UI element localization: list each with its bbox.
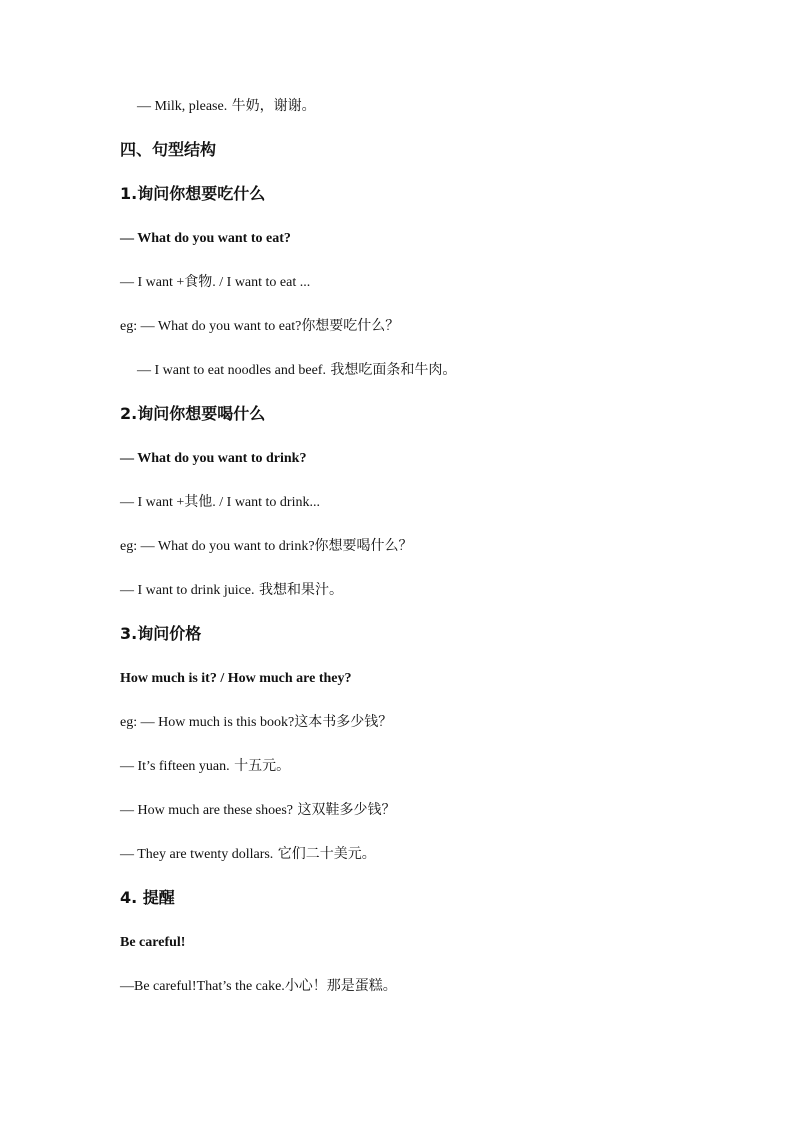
text-en: — I want to eat noodles and beef.	[137, 363, 326, 378]
text-en: eg: — What do you want to drink?	[120, 539, 315, 554]
example-answer-price-shoes	[120, 847, 376, 862]
text-cn: 十五元。	[229, 758, 291, 774]
text-cn: 小心！那是蛋糕。	[284, 978, 397, 994]
example-question-drink	[120, 539, 413, 554]
subheading-ask-price: 3.询问价格	[120, 624, 202, 643]
text-cn: 我想和果汁。	[254, 582, 343, 598]
pattern-question-price: How much is it? / How much are they?	[120, 671, 352, 686]
example-answer-drink	[120, 583, 343, 598]
pattern-question-drink: — What do you want to drink?	[120, 451, 307, 466]
text-en: — Milk, please.	[137, 99, 228, 114]
section-heading-sentence-structure: 四、句型结构	[120, 140, 217, 159]
text-cn: 你想要喝什么？	[314, 538, 413, 554]
text-en: eg: — What do you want to eat?	[120, 319, 302, 334]
pattern-question-eat: — What do you want to eat?	[120, 231, 291, 246]
example-reminder	[120, 979, 397, 994]
pattern-answer-drink: — I want +其他. / I want to drink...	[120, 495, 320, 510]
text-cn: 你想要吃什么？	[301, 318, 400, 334]
text-en: — I want to drink juice.	[120, 583, 255, 598]
text-en: — It’s fifteen yuan.	[120, 759, 230, 774]
text-en: —Be careful!That’s the cake.	[120, 979, 285, 994]
text-line-milk	[137, 99, 316, 114]
example-question-eat	[120, 319, 399, 334]
text-cn: 牛奶，谢谢。	[227, 98, 316, 114]
text-en: eg: — How much is this book?	[120, 715, 295, 730]
example-question-price-book	[120, 715, 392, 730]
example-answer-price-book	[120, 759, 290, 774]
text-cn: 这双鞋多少钱？	[293, 802, 396, 818]
text-cn: 这本书多少钱？	[294, 714, 393, 730]
text-cn: 我想吃面条和牛肉。	[325, 362, 457, 378]
text-en: — They are twenty dollars.	[120, 847, 274, 862]
text-cn: 它们二十美元。	[273, 846, 376, 862]
example-answer-eat	[137, 363, 456, 378]
subheading-reminder: 4. 提醒	[120, 888, 175, 907]
example-question-price-shoes	[120, 803, 395, 818]
subheading-ask-eat: 1.询问你想要吃什么	[120, 184, 266, 203]
pattern-reminder: Be careful!	[120, 935, 186, 950]
subheading-ask-drink: 2.询问你想要喝什么	[120, 404, 266, 423]
pattern-answer-eat: — I want +食物. / I want to eat ...	[120, 275, 311, 290]
text-en: — How much are these shoes?	[120, 803, 294, 818]
